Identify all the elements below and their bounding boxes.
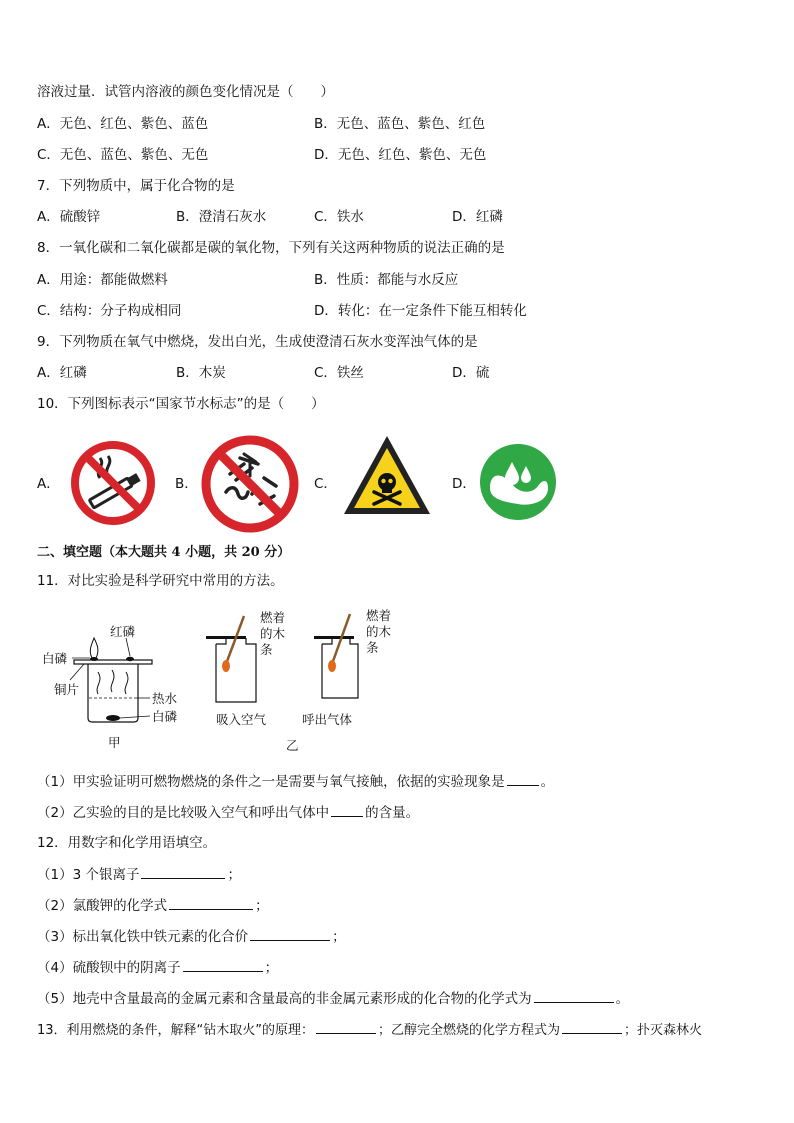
q10-label-d: D． [452,476,476,492]
no-burning-icon [200,434,300,534]
q11-sub2-blank[interactable] [331,803,363,817]
q9-option-b: B．木炭 [176,365,226,381]
q8-option-c: C．结构：分子构成相同 [37,303,182,319]
q12-item-5-text: （5）地壳中含量最高的金属元素和含量最高的非金属元素形成的化合物的化学式为 [37,991,532,1007]
q12-item-1-blank[interactable] [141,865,225,879]
q11-sub1 [37,772,554,791]
q12-item-4 [37,958,278,977]
q8-option-a: A．用途：都能做燃料 [37,272,168,288]
q11-sub2-end: 的含量。 [365,805,420,821]
jia-caption: 甲 [108,735,121,750]
q11-sub1-text: （1）甲实验证明可燃物燃烧的条件之一是需要与氧气接触，依据的实验现象是 [37,774,505,790]
q10-sign-row [0,440,794,524]
q12-item-4-text: （4）硫酸钡中的阴离子 [37,960,181,976]
q6-option-b: B．无色、蓝色、紫色、红色 [314,116,486,132]
yi-setup [206,608,392,753]
q12-item-3 [37,927,346,946]
q7-option-d: D．红磷 [452,209,503,225]
q13-part3: ；扑灭森林火 [624,1023,703,1038]
q8-option-b: B．性质：都能与水反应 [314,272,459,288]
q11-stem: 11．对比实验是科学研究中常用的方法。 [37,573,284,589]
q10-label-c: C． [314,476,337,492]
q11-sub1-end: 。 [540,774,555,790]
q9-stem: 9．下列物质在氧气中燃烧，发出白光，生成使澄清石灰水变浑浊气体的是 [37,334,478,350]
q12-item-2-text: （2）氯酸钾的化学式 [37,898,168,914]
q12-item-1 [37,865,241,884]
q12-item-1-text: （1）3 个银离子 [37,867,140,883]
q13-blank-1[interactable] [316,1020,376,1034]
q12-item-4-blank[interactable] [183,958,263,972]
water-saving-icon [478,442,558,522]
q9-option-c: C．铁丝 [314,365,364,381]
q12-item-5 [37,989,629,1008]
jia-label-hot-water: 热水 [152,691,178,706]
q11-apparatus-diagram [0,600,430,760]
q11-sub2 [37,803,419,822]
yi-label-burning-stick-1: 燃着的木条 [260,610,286,657]
yi-bottle1-label: 吸入空气 [216,712,267,727]
jia-label-copper: 铜片 [54,682,80,697]
q13-blank-2[interactable] [562,1020,622,1034]
q12-item-1-end: ； [227,867,241,883]
q12-item-4-end: ； [264,960,279,976]
q12-stem: 12．用数字和化学用语填空。 [37,835,217,851]
q6-stem: 溶液过量．试管内溶液的颜色变化情况是（ ） [37,84,334,100]
section-2-title: 二、填空题（本大题共 4 小题，共 20 分） [37,545,291,560]
q13-line [37,1020,702,1040]
q6-option-d: D．无色、红色、紫色、无色 [314,147,487,163]
q12-item-3-text: （3）标出氧化铁中铁元素的化合价 [37,929,249,945]
q10-stem: 10．下列图标表示“国家节水标志”的是（ ） [37,396,325,412]
q7-option-b: B．澄清石灰水 [176,209,267,225]
q9-option-a: A．红磷 [37,365,87,381]
q7-stem: 7．下列物质中，属于化合物的是 [37,178,235,194]
q10-label-a: A． [37,476,60,492]
jia-label-white-phosphorus-bottom: 白磷 [152,709,178,724]
q8-option-d: D．转化：在一定条件下能互相转化 [314,303,527,319]
yi-label-burning-stick-2: 燃着的木条 [366,608,392,655]
no-smoking-icon [70,440,156,526]
q12-item-2 [37,896,269,915]
q12-item-5-blank[interactable] [534,989,614,1003]
q6-option-c: C．无色、蓝色、紫色、无色 [37,147,209,163]
q10-label-b: B． [175,476,198,492]
q12-item-2-end: ； [255,898,269,914]
q13-part1: 13．利用燃烧的条件，解释“钻木取火”的原理： [37,1023,315,1038]
yi-caption: 乙 [286,738,299,753]
q12-item-2-blank[interactable] [169,896,253,910]
q6-option-a: A．无色、红色、紫色、蓝色 [37,116,209,132]
q11-sub1-blank[interactable] [507,772,539,786]
q7-option-c: C．铁水 [314,209,364,225]
jia-label-red-phosphorus: 红磷 [110,624,136,639]
q12-item-3-blank[interactable] [250,927,330,941]
q9-option-d: D．硫 [452,365,490,381]
jia-setup [42,624,178,750]
jia-label-white-phosphorus-top: 白磷 [42,651,68,666]
toxic-warning-icon [340,432,434,518]
q8-stem: 8．一氧化碳和二氧化碳都是碳的氧化物，下列有关这两种物质的说法正确的是 [37,240,505,256]
q13-part2: ；乙醇完全燃烧的化学方程式为 [378,1023,561,1038]
q12-item-3-end: ； [332,929,346,945]
q7-option-a: A．硫酸锌 [37,209,101,225]
q11-sub2-text: （2）乙实验的目的是比较吸入空气和呼出气体中 [37,805,330,821]
yi-bottle2-label: 呼出气体 [302,712,353,727]
q12-item-5-end: 。 [615,991,630,1007]
